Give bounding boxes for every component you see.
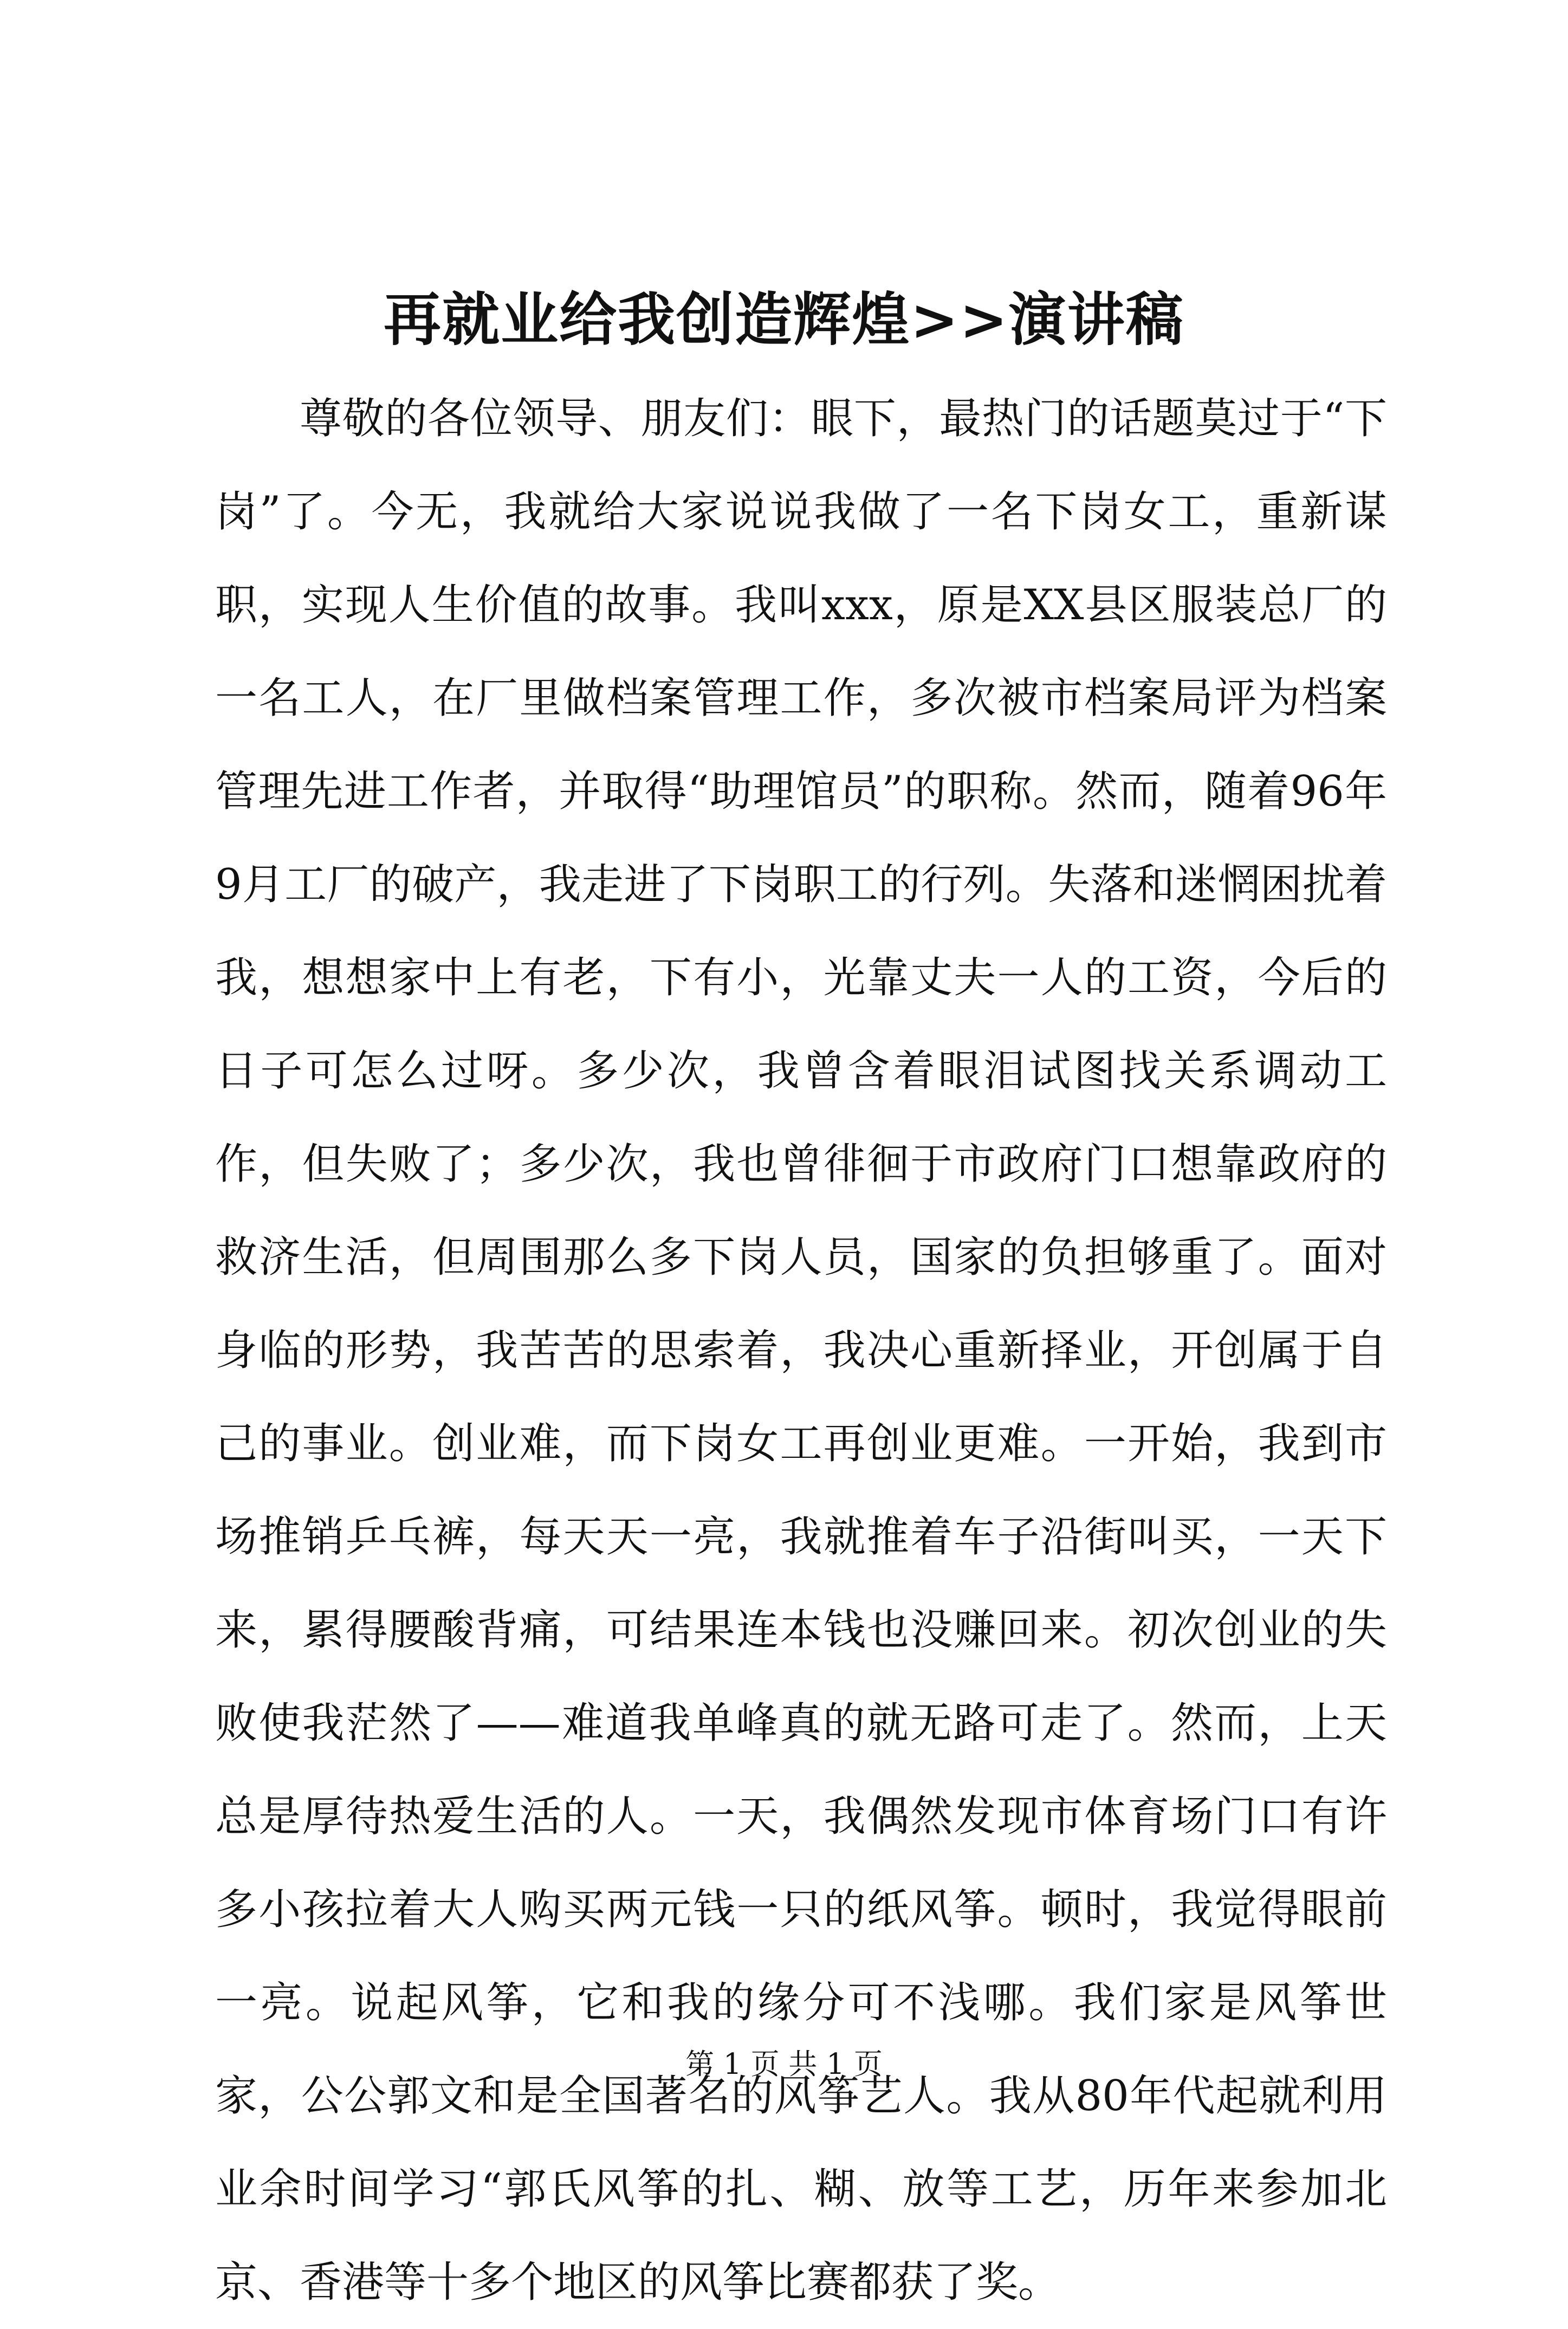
document-title: 再就业给我创造辉煌>>演讲稿 [384, 286, 1184, 353]
document-body-paragraph: 尊敬的各位领导、朋友们：眼下，最热门的话题莫过于“下岗”了。今无，我就给大家说说我做了一名下岗女工，重新谋职，实现人生价值的故事。我叫xxx，原是XX县区服装总厂的一名工人，在厂里做档案管理工作，多次被市档案局评为档案管理先进工作者，并取得“助理馆员”的职称。然而，随着96年9月工厂的破产，我走进了下岗职工的行列。失落和迷惘困扰着我，想想家中上有老，下有小，光靠丈夫一人的工资，今后的日子可怎么过呀。多少次，我曾含着眼泪试图找关系调动工作，但失败了；多少次，我也曾徘徊于市政府门口想靠政府的救济生活，但周围那么多下岗人员，国家的负担够重了。面对身临的形势，我苦苦的思索着，我决心重新择业，开创属于自己的事业。创业难，而下岗女工再创业更难。一开始，我到市场推销乒乓裤，每天天一亮，我就推着车子沿街叫买，一天下来，累得腰酸背痛，可结果连本钱也没赚回来。初次创业的失败使我茫然了——难道我单峰真的就无路可走了。然而，上天总是厚待热爱生活的人。一天，我偶然发现市体育场门口有许多小孩拉着大人购买两元钱一只的纸风筝。顿时，我觉得眼前一亮。说起风筝，它和我的缘分可不浅哪。我们家是风筝世家，公公郭文和是全国著名的风筝艺人。我从80年代起就利用业余时间学习“郭氏风筝的扎、糊、放等工艺，历年来参加北京、香港等十多个地区的风筝比赛都获了奖。 [215, 394, 1387, 2307]
page-number-footer: 第 1 页 共 1 页 [685, 2048, 883, 2081]
